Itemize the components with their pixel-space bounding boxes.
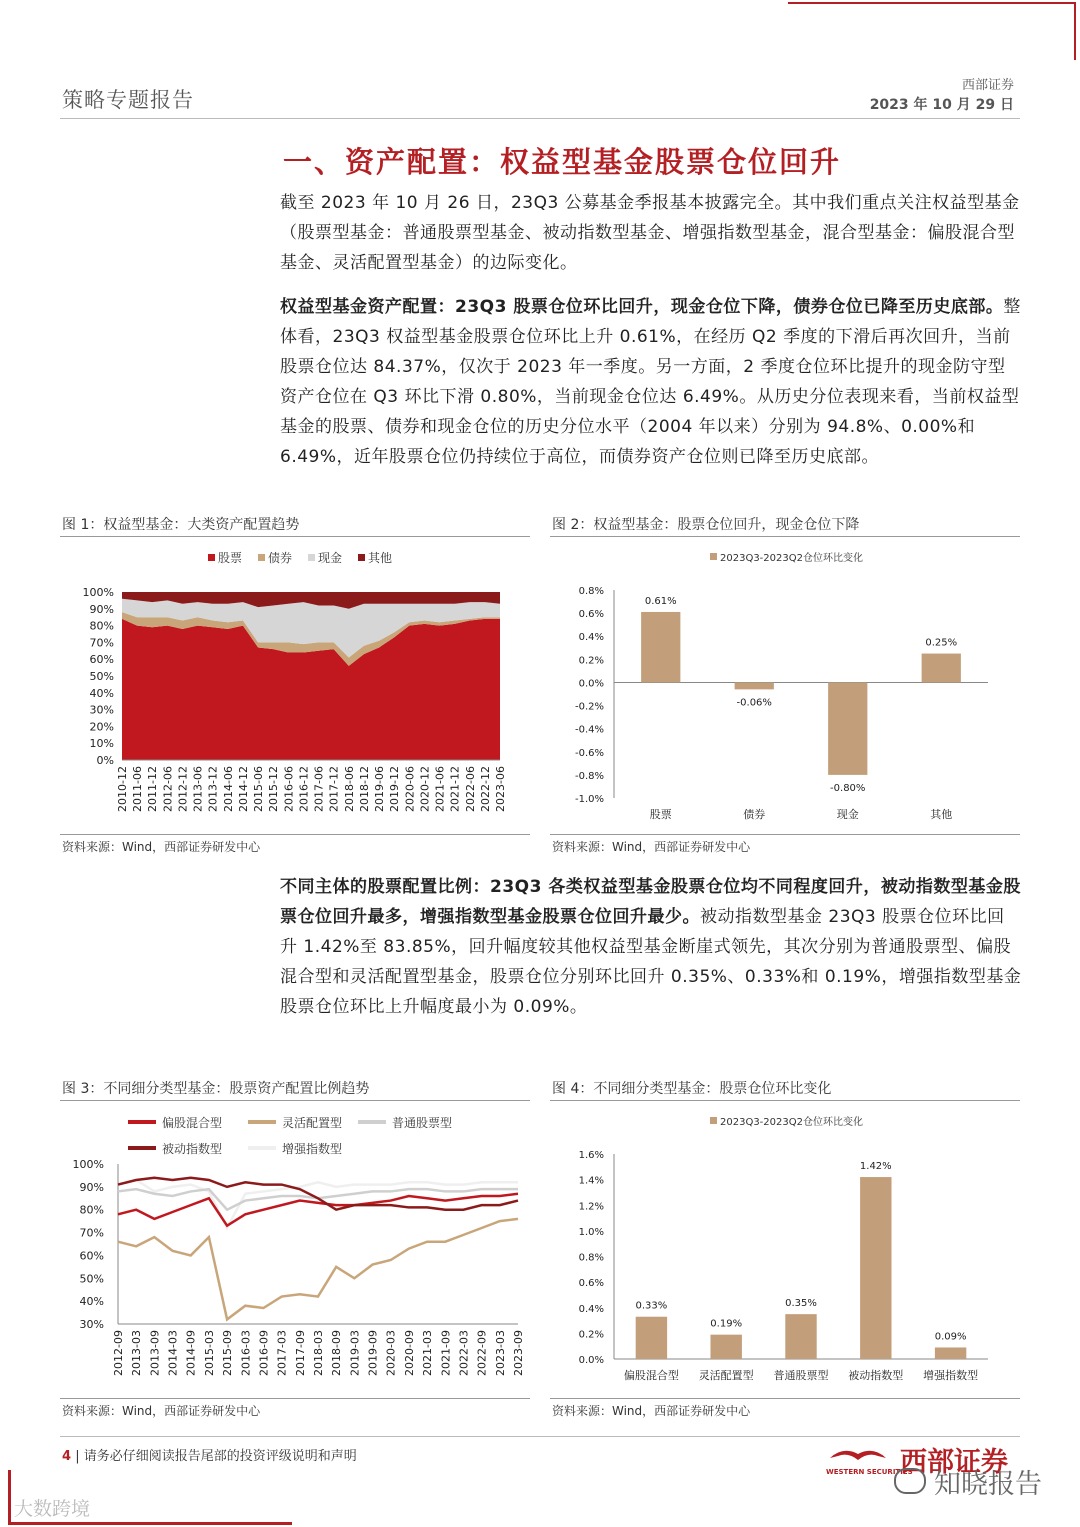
y-tick-label: 20% xyxy=(89,720,114,734)
x-tick-label: 2022-12 xyxy=(478,766,492,812)
figure-2-chart xyxy=(550,540,1020,832)
figure-3-rule xyxy=(60,1100,530,1101)
legend-swatch xyxy=(358,554,365,561)
category-label: 增强指数型 xyxy=(923,1369,979,1382)
y-tick-label: 0.4% xyxy=(578,632,604,644)
x-tick-label: 2020-09 xyxy=(402,1330,416,1376)
header-date: 2023 年 10 月 29 日 xyxy=(869,97,1014,113)
y-tick-label: 30% xyxy=(79,1318,104,1331)
paragraph-intro xyxy=(280,188,1022,278)
legend-label: 股票 xyxy=(218,551,243,565)
company-logo-cn: 西部证券 xyxy=(900,1447,1008,1478)
y-tick-label: -0.6% xyxy=(574,747,604,759)
x-tick-label: 2012-09 xyxy=(112,1330,125,1376)
footer-accent-line xyxy=(10,1522,292,1525)
x-tick-label: 2016-06 xyxy=(282,766,296,812)
y-tick-label: 0.0% xyxy=(578,1355,604,1366)
footer-accent-bar xyxy=(8,1470,11,1525)
y-tick-label: -0.4% xyxy=(574,724,604,736)
paragraph-body: 被动指数型基金 23Q3 股票仓位环比回升 1.42%至 83.85%，回升幅度较其他权益型基金断崖式领先，其次分别为普通股票型、偏股混合型和灵活配置型基金，股票仓位分别环比回升 0.35%、0.33%和 0.19%，增强指数型基金股票仓位环比上升幅度最小为 0.09%。 xyxy=(280,907,1022,1017)
x-tick-label: 2017-12 xyxy=(327,766,341,812)
y-tick-label: 0% xyxy=(96,754,114,767)
y-tick-label: 80% xyxy=(89,619,114,633)
x-tick-label: 2010-12 xyxy=(116,766,129,812)
company-logo-icon xyxy=(828,1444,888,1470)
y-tick-label: 100% xyxy=(82,586,114,599)
legend-label: 灵活配置型 xyxy=(282,1116,343,1130)
legend-label: 现金 xyxy=(318,551,343,565)
figure-3-source: 资料来源：Wind，西部证券研发中心 xyxy=(62,1404,261,1418)
x-tick-label: 2012-06 xyxy=(161,766,175,812)
bar-股票 xyxy=(641,612,680,682)
figure-3-chart xyxy=(60,1104,530,1396)
x-tick-label: 2019-12 xyxy=(388,766,402,812)
header-org: 西部证券 xyxy=(961,78,1014,93)
y-tick-label: 90% xyxy=(89,602,114,616)
paragraph-stock-allocation xyxy=(280,872,1022,1022)
figure-3-bottom-rule xyxy=(60,1398,530,1399)
bar-债券 xyxy=(735,682,774,689)
paragraph-lead: 不同主体的股票配置比例：23Q3 各类权益型基金股票仓位均不同程度回升，被动指数型基金股票仓位回升最多，增强指数型基金股票仓位回升最少。 xyxy=(280,877,1021,927)
header-decoration xyxy=(788,2,1074,4)
y-tick-label: 10% xyxy=(89,737,114,751)
x-tick-label: 2018-09 xyxy=(330,1330,344,1376)
y-tick-label: 40% xyxy=(89,686,114,700)
x-tick-label: 2014-12 xyxy=(236,766,250,812)
data-label: 1.42% xyxy=(859,1161,892,1173)
data-label: 0.33% xyxy=(635,1300,668,1312)
x-tick-label: 2017-06 xyxy=(312,766,326,812)
x-tick-label: 2016-03 xyxy=(239,1330,253,1376)
figure-2-bottom-rule xyxy=(550,834,1020,835)
figure-1-title: 图 1：权益型基金：大类资产配置趋势 xyxy=(62,517,300,533)
figure-4-rule xyxy=(550,1100,1020,1101)
x-tick-label: 2015-06 xyxy=(252,766,266,812)
figure-2-source: 资料来源：Wind，西部证券研发中心 xyxy=(552,840,751,854)
x-tick-label: 2018-06 xyxy=(342,766,356,812)
x-tick-label: 2013-03 xyxy=(130,1330,144,1376)
y-tick-label: 40% xyxy=(79,1295,104,1309)
paragraph-body: 整体看，23Q3 权益型基金股票仓位环比上升 0.61%，在经历 Q2 季度的下滑后再次回升，当前股票仓位达 84.37%，仅次于 2023 年一季度。另一方面，2 季度仓位环比提升的现金防守型资产仓位在 Q3 环比下滑 0.80%，当前现金仓位达 6.49%。从历史分位表现来看，当前权益型基金的股票、债券和现金仓位的历史分位水平（2004 年以来）分别为 94.8%、0.00%和 6.49%，近年股票仓位仍持续位于高位，而债券资产仓位则已降至历史底部。 xyxy=(280,297,1021,467)
category-label: 灵活配置型 xyxy=(698,1369,754,1382)
figure-2-title: 图 2：权益型基金：股票仓位回升，现金仓位下降 xyxy=(552,517,860,533)
footer-rule xyxy=(60,1436,1020,1437)
x-tick-label: 2013-09 xyxy=(148,1330,162,1376)
y-tick-label: -0.2% xyxy=(574,701,604,713)
category-label: 股票 xyxy=(649,808,672,821)
y-tick-label: 0.2% xyxy=(578,655,604,667)
bar-增强指数型 xyxy=(935,1347,966,1359)
x-tick-label: 2021-09 xyxy=(439,1330,453,1376)
x-tick-label: 2019-03 xyxy=(348,1330,362,1376)
x-tick-label: 2014-09 xyxy=(184,1330,198,1376)
x-tick-label: 2014-03 xyxy=(166,1330,180,1376)
y-tick-label: 0.4% xyxy=(578,1303,604,1315)
company-logo-en: WESTERN SECURITIES xyxy=(826,1468,913,1476)
paragraph-lead: 权益型基金资产配置：23Q3 股票仓位环比回升，现金仓位下降，债券仓位已降至历史底部。 xyxy=(280,297,1004,317)
figure-1-bottom-rule xyxy=(60,834,530,835)
figure-4-title: 图 4：不同细分类型基金：股票仓位环比变化 xyxy=(552,1081,832,1097)
y-tick-label: 0.6% xyxy=(578,609,604,621)
x-tick-label: 2021-06 xyxy=(433,766,447,812)
legend-label: 2023Q3-2023Q2仓位环比变化 xyxy=(720,553,863,564)
y-tick-label: 0.2% xyxy=(578,1329,604,1341)
figure-4-bottom-rule xyxy=(550,1398,1020,1399)
x-tick-label: 2015-12 xyxy=(267,766,281,812)
y-tick-label: -0.8% xyxy=(574,770,604,782)
x-tick-label: 2016-12 xyxy=(297,766,311,812)
x-tick-label: 2022-03 xyxy=(457,1330,471,1376)
figure-3-title: 图 3：不同细分类型基金：股票资产配置比例趋势 xyxy=(62,1081,370,1097)
legend-label: 增强指数型 xyxy=(282,1142,343,1156)
line-灵活配置型 xyxy=(118,1219,518,1320)
header-decoration-vertical xyxy=(1074,2,1076,60)
bar-被动指数型 xyxy=(860,1177,891,1359)
x-tick-label: 2013-06 xyxy=(191,766,205,812)
y-tick-label: 80% xyxy=(79,1203,104,1217)
data-label: 0.35% xyxy=(785,1298,817,1310)
y-tick-label: 1.6% xyxy=(578,1150,604,1161)
paragraph-intro-text: 截至 2023 年 10 月 26 日，23Q3 公募基金季报基本披露完全。其中我们重点关注权益型基金（股票型基金：普通股票型基金、被动指数型基金、增强指数型基金，混合型基金：偏股混合型基金、灵活配置型基金）的边际变化。 xyxy=(280,193,1020,273)
x-tick-label: 2017-09 xyxy=(293,1330,307,1376)
x-tick-label: 2014-06 xyxy=(221,766,235,812)
x-tick-label: 2021-03 xyxy=(421,1330,435,1376)
category-label: 被动指数型 xyxy=(848,1369,904,1382)
legend-swatch xyxy=(208,554,215,561)
y-tick-label: 0.8% xyxy=(578,586,604,597)
figure-4-chart xyxy=(550,1104,1020,1396)
x-tick-label: 2016-09 xyxy=(257,1330,271,1376)
x-tick-label: 2011-06 xyxy=(131,766,145,812)
y-tick-label: 50% xyxy=(79,1272,104,1286)
x-tick-label: 2017-03 xyxy=(275,1330,289,1376)
x-tick-label: 2023-06 xyxy=(494,766,507,812)
category-label: 普通股票型 xyxy=(773,1369,829,1382)
x-tick-label: 2015-03 xyxy=(202,1330,216,1376)
y-tick-label: 0.0% xyxy=(578,678,604,690)
report-type: 策略专题报告 xyxy=(62,88,194,112)
data-label: 0.25% xyxy=(925,637,958,649)
x-tick-label: 2023-09 xyxy=(512,1330,525,1376)
data-label: 0.09% xyxy=(934,1331,967,1343)
footer-disclaimer: 请务必仔细阅读报告尾部的投资评级说明和声明 xyxy=(83,1449,357,1464)
legend-swatch xyxy=(710,553,717,560)
watermark-dashu: 大数跨境 xyxy=(14,1498,91,1520)
x-tick-label: 2019-09 xyxy=(366,1330,380,1376)
y-tick-label: 60% xyxy=(79,1249,104,1263)
legend-swatch xyxy=(258,554,265,561)
y-tick-label: 60% xyxy=(89,653,114,667)
figure-2-rule xyxy=(550,536,1020,537)
legend-label: 其他 xyxy=(368,551,393,565)
y-tick-label: 50% xyxy=(89,670,114,683)
y-tick-label: 1.4% xyxy=(578,1175,604,1187)
watermark-zhixiao: 知晓报告 xyxy=(934,1469,1042,1500)
figure-4-source: 资料来源：Wind，西部证券研发中心 xyxy=(552,1404,751,1418)
category-label: 偏股混合型 xyxy=(623,1369,679,1382)
x-tick-label: 2012-12 xyxy=(176,766,190,812)
y-tick-label: 1.0% xyxy=(578,1226,604,1238)
data-label: 0.19% xyxy=(710,1318,743,1330)
legend-swatch xyxy=(710,1117,717,1124)
x-tick-label: 2021-12 xyxy=(448,766,462,812)
legend-label: 2023Q3-2023Q2仓位环比变化 xyxy=(720,1117,863,1128)
bar-灵活配置型 xyxy=(710,1335,741,1359)
y-tick-label: -1.0% xyxy=(574,794,604,805)
header-rule xyxy=(60,118,1020,119)
legend-label: 被动指数型 xyxy=(162,1142,223,1156)
y-tick-label: 0.8% xyxy=(578,1252,604,1264)
x-tick-label: 2019-06 xyxy=(373,766,387,812)
y-tick-label: 90% xyxy=(79,1180,104,1194)
y-tick-label: 100% xyxy=(72,1158,104,1171)
legend-label: 偏股混合型 xyxy=(162,1116,223,1130)
y-tick-label: 70% xyxy=(79,1226,104,1240)
x-tick-label: 2011-12 xyxy=(146,766,160,812)
y-tick-label: 30% xyxy=(89,703,114,717)
x-tick-label: 2013-12 xyxy=(206,766,220,812)
wechat-icon xyxy=(894,1468,926,1494)
category-label: 债券 xyxy=(743,808,766,821)
x-tick-label: 2020-03 xyxy=(384,1330,398,1376)
footer-separator: | xyxy=(75,1449,84,1464)
legend-label: 债券 xyxy=(268,551,293,565)
figure-1-rule xyxy=(60,536,530,537)
page-number: 4 xyxy=(62,1449,72,1464)
y-tick-label: 70% xyxy=(89,636,114,650)
x-tick-label: 2018-03 xyxy=(312,1330,325,1376)
section-title: 一、资产配置：权益型基金股票仓位回升 xyxy=(283,145,842,179)
paragraph-asset-allocation xyxy=(280,292,1022,472)
figure-1-source: 资料来源：Wind，西部证券研发中心 xyxy=(62,840,261,854)
legend-label: 普通股票型 xyxy=(392,1116,453,1130)
data-label: -0.06% xyxy=(736,697,772,709)
x-tick-label: 2020-06 xyxy=(403,766,417,812)
bar-偏股混合型 xyxy=(636,1317,667,1359)
x-tick-label: 2018-12 xyxy=(357,766,371,812)
x-tick-label: 2023-03 xyxy=(493,1330,507,1376)
figure-1-chart xyxy=(60,540,530,832)
bar-现金 xyxy=(828,682,867,774)
x-tick-label: 2022-06 xyxy=(463,766,477,812)
data-label: 0.61% xyxy=(644,595,677,607)
bar-其他 xyxy=(922,654,961,683)
category-label: 现金 xyxy=(836,808,859,821)
x-tick-label: 2022-09 xyxy=(475,1330,489,1376)
category-label: 其他 xyxy=(930,808,953,821)
y-tick-label: 0.6% xyxy=(578,1278,604,1290)
y-tick-label: 1.2% xyxy=(578,1201,604,1213)
legend-swatch xyxy=(308,554,315,561)
data-label: -0.80% xyxy=(830,782,866,794)
bar-普通股票型 xyxy=(785,1314,816,1359)
x-tick-label: 2020-12 xyxy=(418,766,432,812)
footer xyxy=(62,1445,357,1464)
x-tick-label: 2015-09 xyxy=(221,1330,235,1376)
